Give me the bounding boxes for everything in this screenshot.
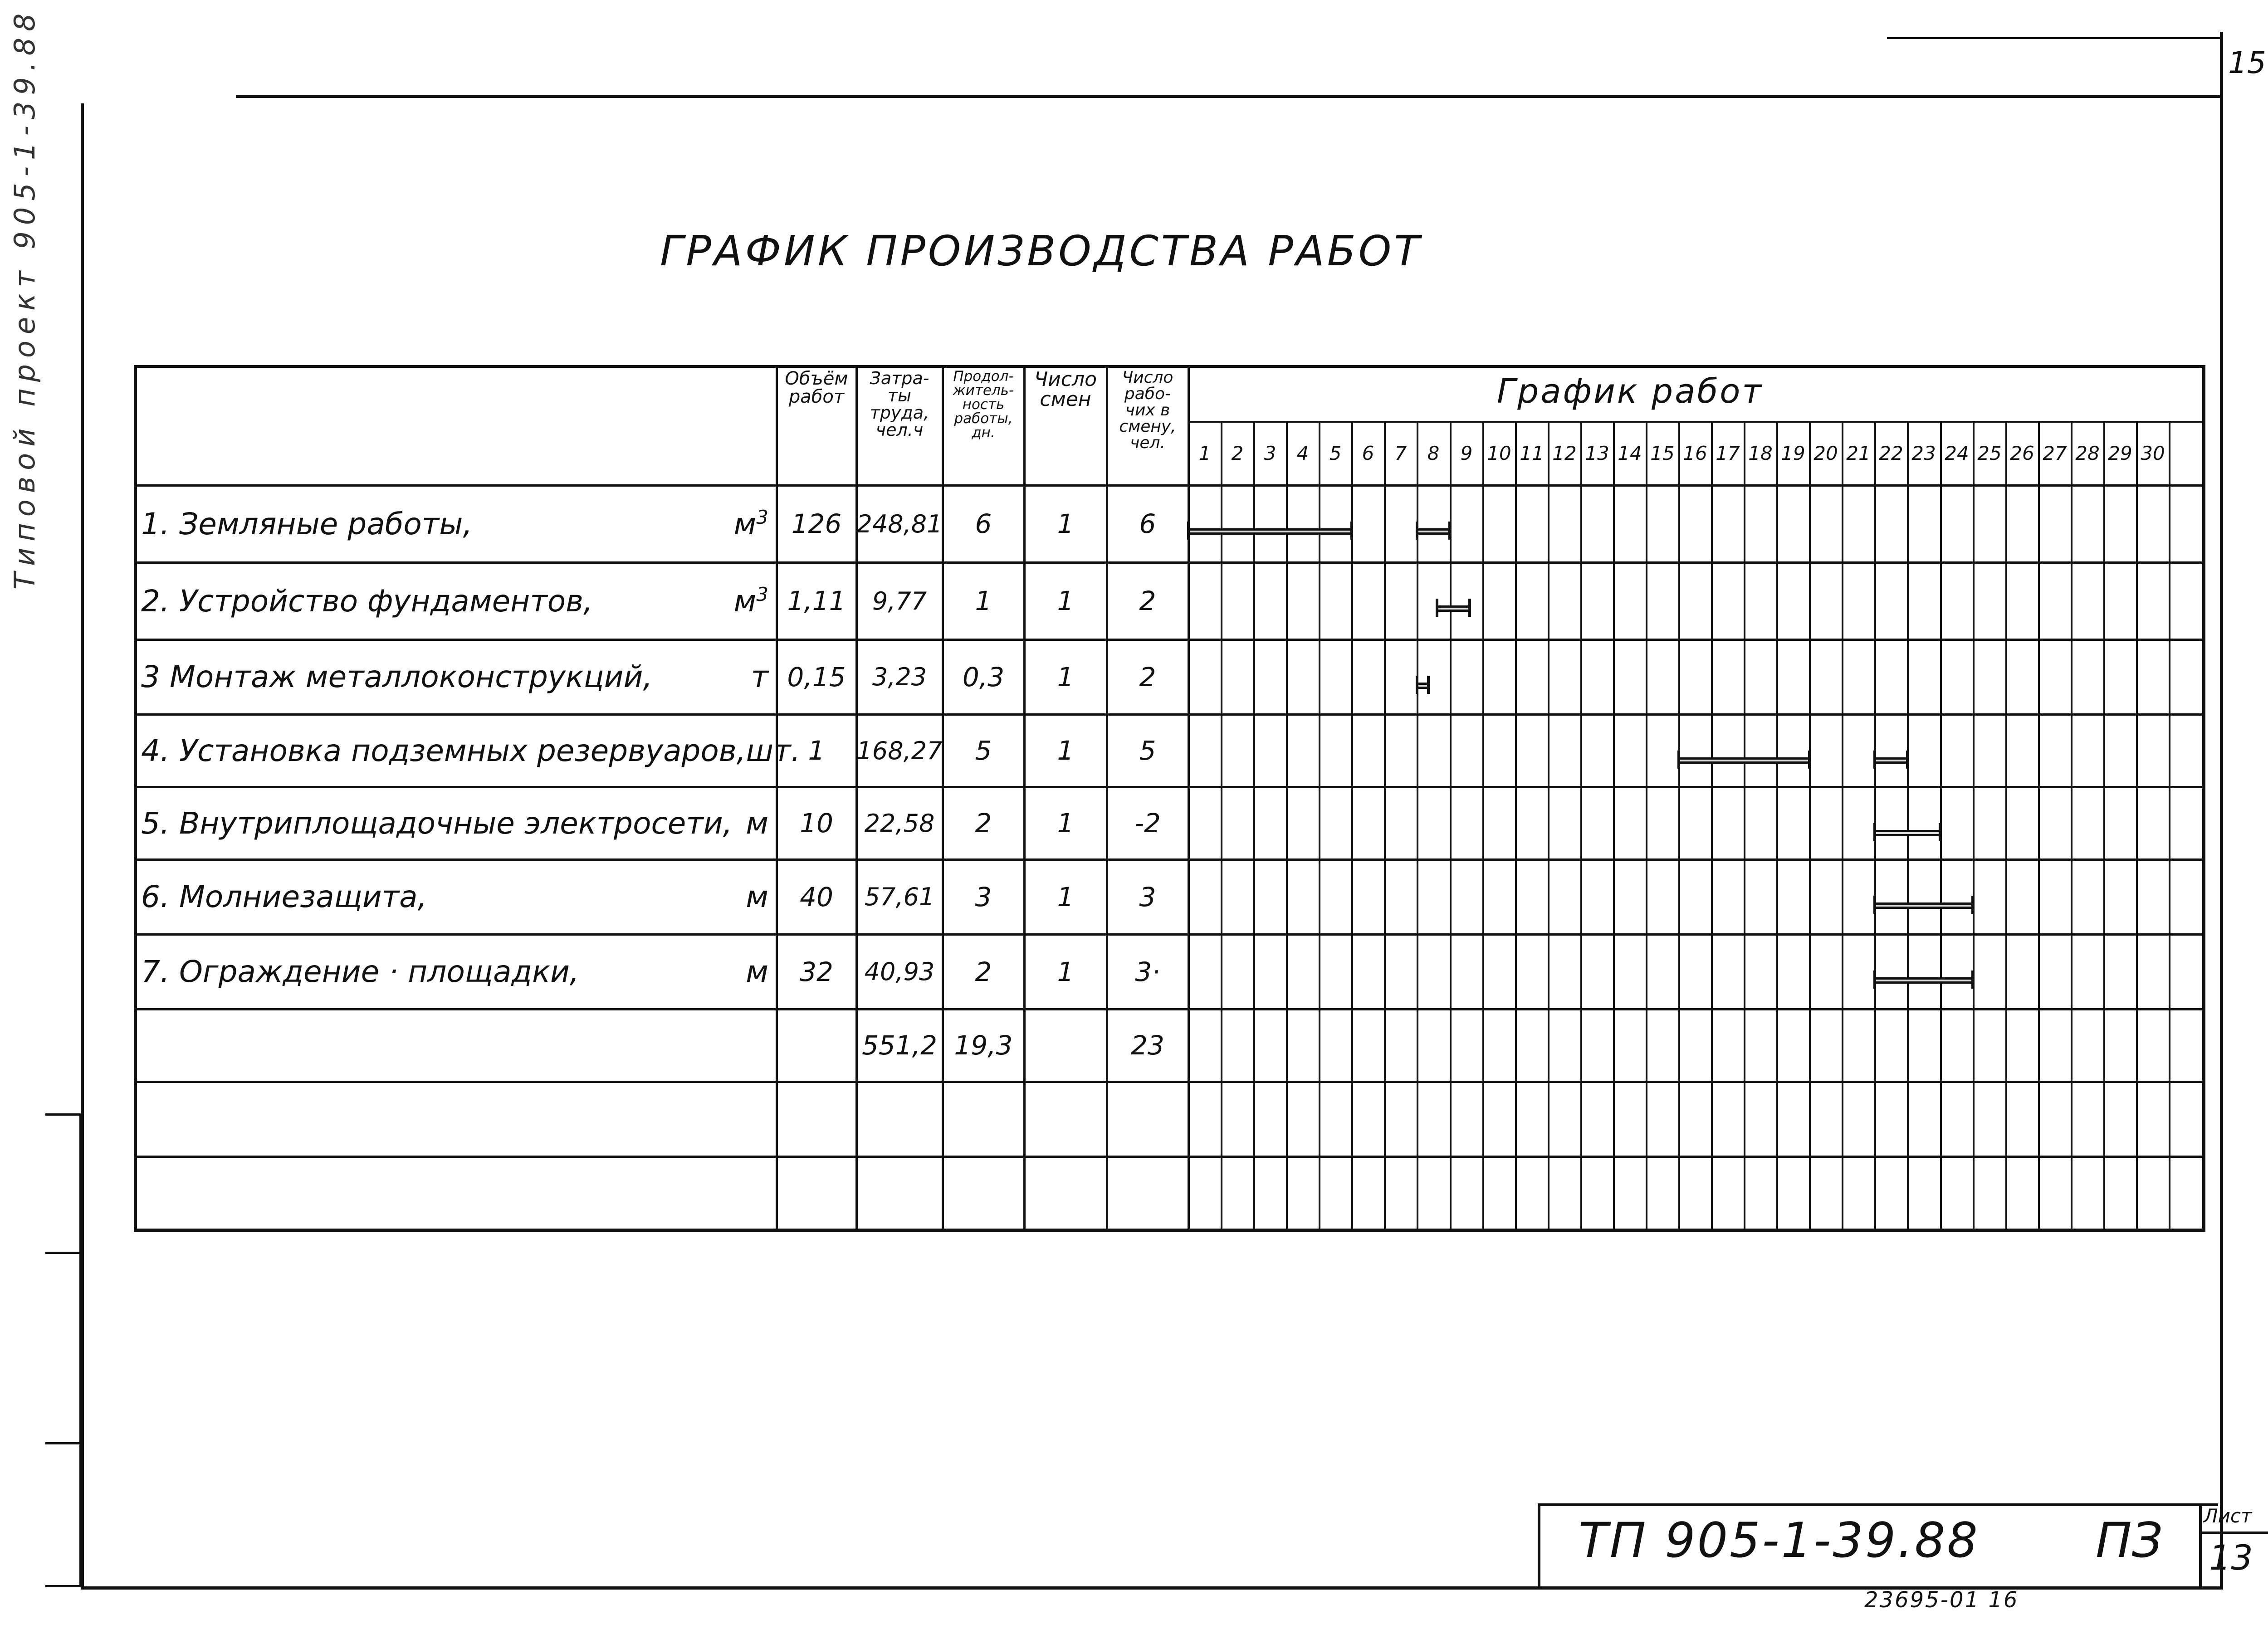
total-workers: 23 — [1131, 1030, 1164, 1061]
work-item-name — [138, 934, 777, 1009]
work-item-name — [138, 787, 777, 859]
cell-duration: 2 — [975, 808, 992, 839]
frame-top-line — [236, 95, 2223, 98]
binding-margin-strip — [45, 1113, 82, 1587]
header-labor-line: Затра- — [870, 368, 929, 388]
header-volume-line: работ — [788, 386, 845, 407]
cell-labor: 57,61 — [864, 883, 935, 911]
cell-workers: 5 — [1139, 735, 1156, 766]
header-shifts — [1024, 370, 1107, 481]
schedule-bar — [1679, 757, 1809, 764]
day-number: 16 — [1683, 442, 1707, 464]
header-workers-line: чел. — [1130, 434, 1165, 452]
day-column-separator — [1286, 421, 1288, 1230]
day-number: 3 — [1264, 442, 1276, 464]
table-border-top — [134, 365, 2205, 368]
unit-text: м — [746, 805, 768, 841]
cell-labor: 40,93 — [864, 957, 935, 986]
total-duration: 19,3 — [954, 1030, 1013, 1061]
work-item-label: 6. Молниезащита, — [141, 879, 427, 914]
header-workers — [1107, 370, 1188, 481]
day-number: 21 — [1846, 442, 1871, 464]
unit-exponent: 3 — [756, 506, 768, 528]
cell-volume: 126 — [791, 508, 842, 539]
inventory-number: 23695-01 16 — [1864, 1587, 2019, 1613]
day-number: 7 — [1394, 442, 1407, 464]
unit-text: м — [733, 584, 757, 619]
work-item-label: 2. Устройство фундаментов, — [141, 583, 593, 619]
day-number: 19 — [1781, 442, 1805, 464]
header-volume — [777, 370, 856, 481]
day-column-separator — [1907, 421, 1909, 1230]
day-column-separator — [2136, 421, 2138, 1230]
day-number: 27 — [2043, 442, 2067, 464]
day-column-separator — [1450, 421, 1452, 1230]
table-border-left — [134, 365, 137, 1230]
work-item-label: 4. Установка подземных резервуаров, — [141, 733, 746, 768]
page-top-number: 15 — [2228, 45, 2266, 80]
day-number: 2 — [1231, 442, 1244, 464]
cell-shifts: 1 — [1057, 508, 1074, 539]
cell-volume: 1 — [808, 735, 825, 766]
day-column-separator — [1417, 421, 1418, 1230]
schedule-bar — [1417, 683, 1428, 689]
day-number: 17 — [1716, 442, 1740, 464]
day-column-separator — [1842, 421, 1843, 1230]
day-column-separator — [1384, 421, 1386, 1230]
table-border-right — [2202, 365, 2205, 1230]
day-column-separator — [1482, 421, 1484, 1230]
day-number: 26 — [2010, 442, 2034, 464]
cell-volume: 1,11 — [787, 585, 846, 616]
cell-workers: 6 — [1139, 508, 1156, 539]
schedule-bar — [1437, 605, 1470, 612]
cell-shifts: 1 — [1057, 808, 1074, 839]
day-column-separator — [1319, 421, 1320, 1230]
cell-duration: 1 — [975, 585, 992, 616]
day-number: 9 — [1460, 442, 1473, 464]
day-column-separator — [1678, 421, 1680, 1230]
margin-vertical-text: Типовой проект 905-1-39.88 — [8, 7, 41, 590]
work-item-name — [138, 639, 777, 714]
work-item-name — [138, 714, 801, 787]
cell-labor: 248,81 — [856, 509, 943, 538]
day-column-separator — [1221, 421, 1222, 1230]
header-labor-line: чел.ч — [875, 420, 924, 440]
day-column-separator — [1744, 421, 1745, 1230]
day-column-separator — [1711, 421, 1713, 1230]
schedule-bar — [1188, 528, 1352, 535]
day-number: 1 — [1198, 442, 1211, 464]
day-number: 28 — [2075, 442, 2100, 464]
unit-text: м — [733, 507, 757, 541]
day-number: 11 — [1520, 442, 1544, 464]
schedule-bar — [1875, 757, 1907, 764]
work-item-unit — [733, 583, 768, 619]
day-number: 15 — [1650, 442, 1675, 464]
work-item-name — [138, 562, 777, 639]
work-item-label: 5. Внутриплощадочные электросети, — [141, 805, 733, 841]
day-number: 29 — [2108, 442, 2132, 464]
work-item-name — [138, 485, 777, 562]
unit-text: м — [746, 954, 768, 989]
cell-shifts: 1 — [1057, 881, 1074, 912]
day-number: 12 — [1552, 442, 1577, 464]
table-border-bottom — [134, 1229, 2205, 1232]
header-duration — [943, 370, 1024, 481]
work-item-label: 7. Ограждение · площадки, — [141, 954, 579, 989]
sheet-number: 13 — [2209, 1537, 2253, 1578]
header-duration-line: дн. — [972, 424, 995, 441]
cell-duration: 0,3 — [962, 661, 1005, 693]
day-number: 25 — [1977, 442, 2002, 464]
day-column-separator — [2071, 421, 2072, 1230]
cell-workers: 2 — [1139, 585, 1156, 616]
row-separator — [134, 1156, 2205, 1158]
cell-volume: 10 — [800, 808, 833, 839]
day-column-separator — [1809, 421, 1811, 1230]
header-labor-line: ты — [887, 385, 912, 405]
cell-duration: 2 — [975, 956, 992, 987]
day-column-separator — [1973, 421, 1975, 1230]
work-item-unit — [733, 506, 768, 541]
day-number: 13 — [1585, 442, 1609, 464]
frame-right-line — [2220, 32, 2223, 1590]
header-duration-line: житель- — [953, 382, 1014, 399]
day-column-separator — [2005, 421, 2007, 1230]
cell-workers: 3 — [1139, 881, 1156, 912]
page-title: ГРАФИК ПРОИЗВОДСТВА РАБОТ — [660, 227, 1422, 275]
schedule-bar — [1875, 977, 1973, 984]
header-labor-line: труда, — [870, 403, 929, 423]
header-duration-line: работы, — [954, 410, 1013, 427]
day-column-separator — [1548, 421, 1549, 1230]
day-number: 4 — [1296, 442, 1309, 464]
day-number: 5 — [1329, 442, 1342, 464]
header-duration-line: Продол- — [953, 368, 1014, 385]
unit-text: т — [751, 659, 768, 694]
cell-duration: 6 — [975, 508, 992, 539]
day-number: 10 — [1487, 442, 1511, 464]
unit-text: м — [746, 879, 768, 914]
schedule-bar — [1875, 830, 1940, 836]
cell-duration: 5 — [975, 735, 992, 766]
header-workers-line: смену, — [1119, 417, 1176, 436]
day-number: 8 — [1427, 442, 1440, 464]
cell-volume: 0,15 — [787, 661, 846, 693]
work-item-name — [138, 859, 777, 934]
cell-shifts: 1 — [1057, 956, 1074, 987]
day-column-separator — [1776, 421, 1778, 1230]
work-item-label: 3 Монтаж металлоконструкций, — [141, 659, 653, 694]
day-column-separator — [1580, 421, 1582, 1230]
cell-duration: 3 — [975, 881, 992, 912]
day-number: 23 — [1911, 442, 1936, 464]
cell-workers: -2 — [1134, 808, 1161, 839]
header-shifts-line: смен — [1040, 388, 1091, 411]
top-right-line — [1887, 37, 2223, 39]
day-column-separator — [1253, 421, 1255, 1230]
cell-labor: 22,58 — [864, 809, 935, 838]
cell-labor: 168,27 — [856, 736, 943, 765]
day-number: 14 — [1618, 442, 1642, 464]
cell-workers: 2 — [1139, 661, 1156, 693]
header-workers-line: Число — [1122, 368, 1173, 387]
cell-shifts: 1 — [1057, 585, 1074, 616]
day-number: 20 — [1813, 442, 1838, 464]
cell-labor: 9,77 — [872, 586, 927, 615]
cell-volume: 32 — [800, 956, 833, 987]
cell-shifts: 1 — [1057, 735, 1074, 766]
day-number: 18 — [1748, 442, 1773, 464]
day-number: 22 — [1879, 442, 1903, 464]
day-column-separator — [1515, 421, 1517, 1230]
day-column-separator — [2103, 421, 2105, 1230]
day-number: 24 — [1945, 442, 1969, 464]
day-number: 30 — [2141, 442, 2165, 464]
schedule-bar — [1417, 528, 1450, 535]
work-item-unit — [751, 659, 768, 694]
cell-workers: 3· — [1135, 956, 1160, 987]
unit-exponent: 3 — [756, 583, 768, 605]
header-volume-line: Объём — [785, 368, 848, 389]
day-column-separator — [1646, 421, 1647, 1230]
schedule-header: График работ — [1497, 372, 1764, 411]
schedule-bar — [1875, 902, 1973, 909]
unit-text: шт. — [746, 733, 801, 768]
day-column-separator — [2038, 421, 2040, 1230]
cell-shifts: 1 — [1057, 661, 1074, 693]
cell-volume: 40 — [800, 881, 833, 912]
header-duration-line: ность — [962, 396, 1005, 413]
day-column-separator — [1351, 421, 1353, 1230]
header-shifts-line: Число — [1034, 368, 1097, 391]
total-labor: 551,2 — [861, 1030, 938, 1061]
day-column-separator — [1613, 421, 1615, 1230]
day-number: 6 — [1362, 442, 1374, 464]
work-item-unit — [746, 879, 768, 914]
header-workers-line: чих в — [1125, 401, 1170, 419]
cell-labor: 3,23 — [872, 663, 927, 691]
section-code: ПЗ — [2096, 1512, 2163, 1568]
day-column-separator — [2169, 421, 2170, 1230]
header-labor — [856, 370, 943, 481]
sheet-label: Лист — [2204, 1505, 2252, 1527]
document-code: ТП 905-1-39.88 — [1579, 1512, 1980, 1568]
work-item-unit — [746, 954, 768, 989]
work-item-label: 1. Земляные работы, — [141, 506, 473, 541]
work-item-unit — [746, 806, 768, 841]
header-workers-line: рабо- — [1124, 385, 1171, 403]
